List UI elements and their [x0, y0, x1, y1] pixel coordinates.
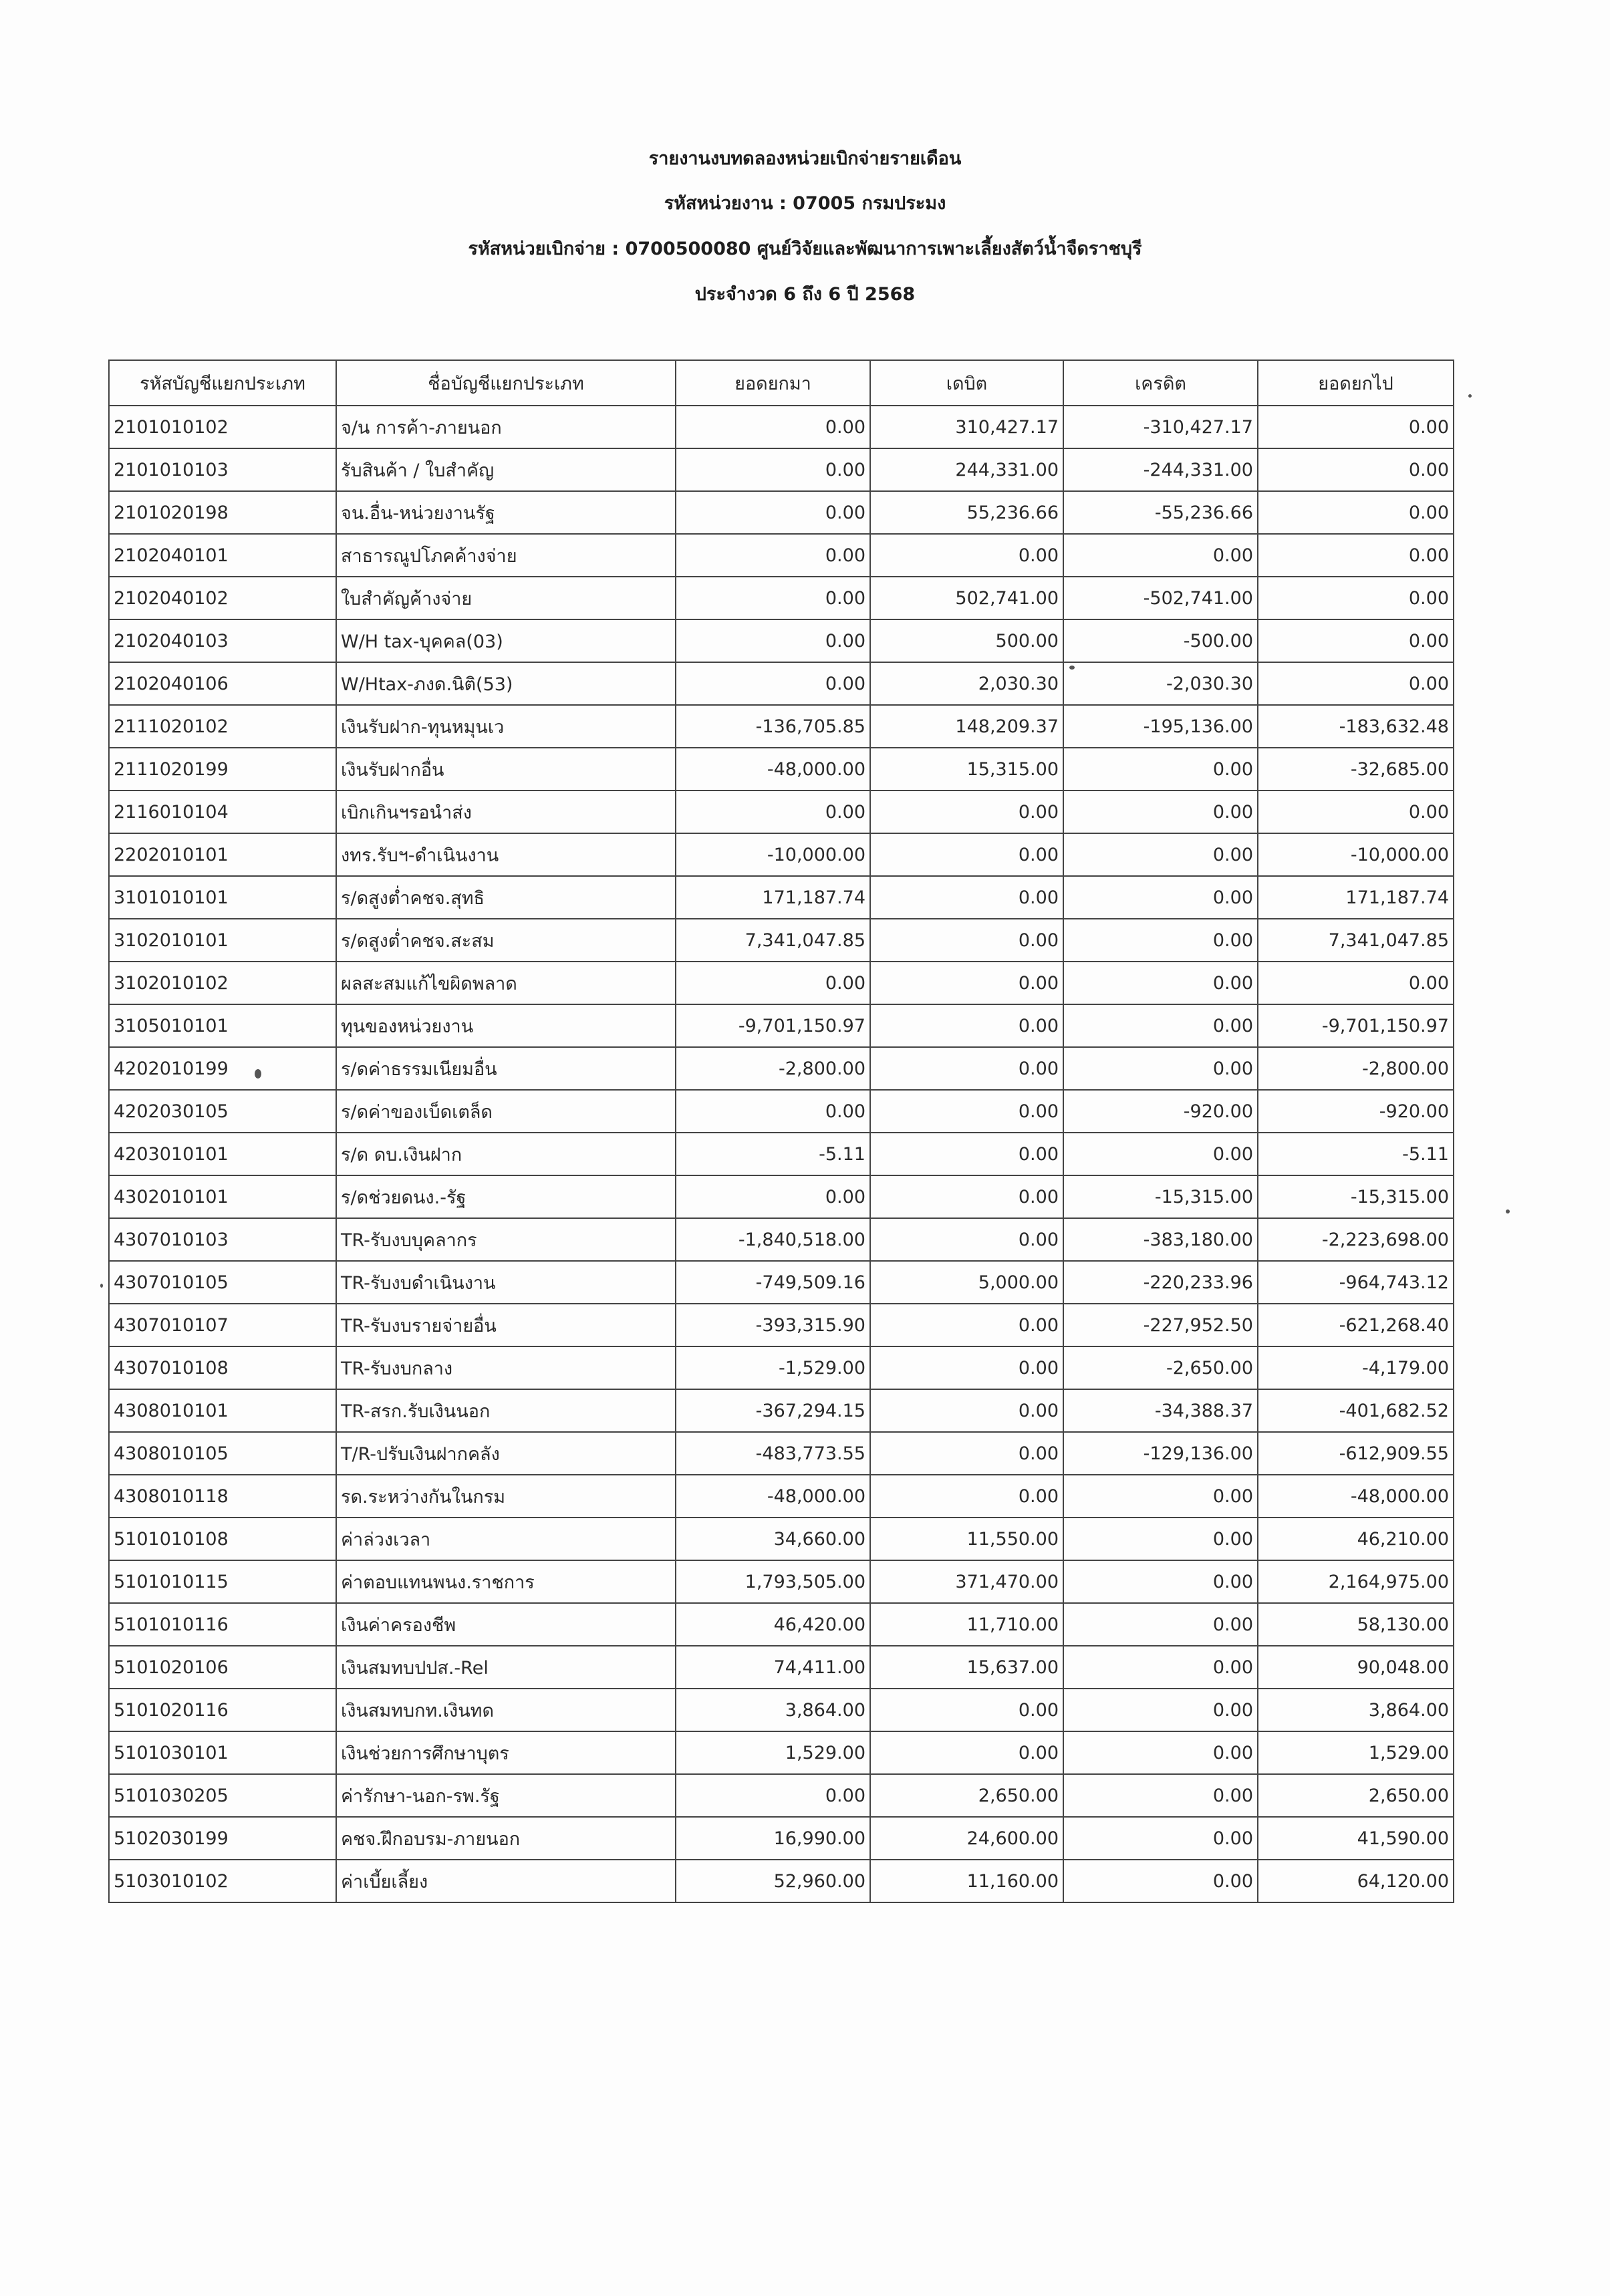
brought-forward-cell: 1,793,505.00: [676, 1560, 870, 1603]
carried-forward-cell: -15,315.00: [1258, 1175, 1454, 1218]
account-name-cell: จน.อื่น-หน่วยงานรัฐ: [336, 491, 676, 534]
account-code-cell: 5101010108: [109, 1518, 336, 1560]
account-name-cell: TR-รับงบกลาง: [336, 1346, 676, 1389]
brought-forward-cell: -367,294.15: [676, 1389, 870, 1432]
carried-forward-cell: -621,268.40: [1258, 1304, 1454, 1346]
table-row: [109, 1389, 1454, 1432]
debit-cell: 0.00: [870, 1004, 1063, 1047]
table-row: [109, 1646, 1454, 1689]
credit-cell: -502,741.00: [1063, 577, 1258, 619]
brought-forward-cell: -48,000.00: [676, 1475, 870, 1518]
account-name-cell: TR-สรก.รับเงินนอก: [336, 1389, 676, 1432]
credit-cell: 0.00: [1063, 876, 1258, 919]
table-row: [109, 619, 1454, 662]
account-name-cell: ใบสำคัญค้างจ่าย: [336, 577, 676, 619]
brought-forward-cell: -5.11: [676, 1133, 870, 1175]
credit-cell: 0.00: [1063, 1817, 1258, 1860]
credit-cell: -227,952.50: [1063, 1304, 1258, 1346]
carried-forward-cell: 2,650.00: [1258, 1774, 1454, 1817]
carried-forward-cell: 46,210.00: [1258, 1518, 1454, 1560]
table-row: [109, 876, 1454, 919]
carried-forward-cell: -612,909.55: [1258, 1432, 1454, 1475]
credit-cell: 0.00: [1063, 791, 1258, 833]
brought-forward-cell: 34,660.00: [676, 1518, 870, 1560]
table-row: [109, 1175, 1454, 1218]
debit-cell: 15,637.00: [870, 1646, 1063, 1689]
brought-forward-cell: -2,800.00: [676, 1047, 870, 1090]
debit-cell: 11,550.00: [870, 1518, 1063, 1560]
credit-cell: 0.00: [1063, 1689, 1258, 1731]
account-name-cell: เงินรับฝาก-ทุนหมุนเว: [336, 705, 676, 748]
account-code-cell: 5103010102: [109, 1860, 336, 1902]
header-debit: เดบิต: [870, 360, 1063, 406]
account-code-cell: 4307010107: [109, 1304, 336, 1346]
account-name-cell: เงินค่าครองชีพ: [336, 1603, 676, 1646]
table-row: [109, 1218, 1454, 1261]
account-code-cell: 5101020106: [109, 1646, 336, 1689]
account-name-cell: ร/ด ดบ.เงินฝาก: [336, 1133, 676, 1175]
disbursing-unit-line: รหัสหน่วยเบิกจ่าย : 0700500080 ศูนย์วิจัยและพัฒนาการเพาะเลี้ยงสัตว์น้ำจืดราชบุรี: [468, 239, 1142, 259]
carried-forward-cell: 1,529.00: [1258, 1731, 1454, 1774]
debit-cell: 0.00: [870, 962, 1063, 1004]
carried-forward-cell: 7,341,047.85: [1258, 919, 1454, 962]
header-carried-forward: ยอดยกไป: [1258, 360, 1454, 406]
debit-cell: 0.00: [870, 1133, 1063, 1175]
brought-forward-cell: 0.00: [676, 962, 870, 1004]
carried-forward-cell: 0.00: [1258, 448, 1454, 491]
credit-cell: 0.00: [1063, 1518, 1258, 1560]
header-brought-forward: ยอดยกมา: [676, 360, 870, 406]
account-name-cell: รับสินค้า / ใบสำคัญ: [336, 448, 676, 491]
carried-forward-cell: 2,164,975.00: [1258, 1560, 1454, 1603]
account-code-cell: 2101020198: [109, 491, 336, 534]
brought-forward-cell: 0.00: [676, 577, 870, 619]
brought-forward-cell: 0.00: [676, 1175, 870, 1218]
carried-forward-cell: 3,864.00: [1258, 1689, 1454, 1731]
scan-speck: [1506, 1209, 1510, 1213]
credit-cell: -244,331.00: [1063, 448, 1258, 491]
account-name-cell: ร/ดช่วยดนง.-รัฐ: [336, 1175, 676, 1218]
table-row: [109, 1090, 1454, 1133]
debit-cell: 0.00: [870, 1175, 1063, 1218]
account-name-cell: ค่าล่วงเวลา: [336, 1518, 676, 1560]
carried-forward-cell: 58,130.00: [1258, 1603, 1454, 1646]
account-code-cell: 5102030199: [109, 1817, 336, 1860]
debit-cell: 2,650.00: [870, 1774, 1063, 1817]
scan-speck: [1069, 666, 1075, 670]
table-row: [109, 1817, 1454, 1860]
account-code-cell: 2116010104: [109, 791, 336, 833]
table-row: [109, 1603, 1454, 1646]
credit-cell: -500.00: [1063, 619, 1258, 662]
account-name-cell: ค่าเบี้ยเลี้ยง: [336, 1860, 676, 1902]
brought-forward-cell: -10,000.00: [676, 833, 870, 876]
table-row: [109, 1560, 1454, 1603]
account-code-cell: 4203010101: [109, 1133, 336, 1175]
table-row: [109, 577, 1454, 619]
account-code-cell: 2101010102: [109, 406, 336, 448]
table-row: [109, 1432, 1454, 1475]
carried-forward-cell: 0.00: [1258, 577, 1454, 619]
account-name-cell: W/H tax-บุคคล(03): [336, 619, 676, 662]
report-title: รายงานงบทดลองหน่วยเบิกจ่ายรายเดือน: [648, 148, 962, 169]
account-code-cell: 4302010101: [109, 1175, 336, 1218]
account-name-cell: W/Htax-ภงด.นิติ(53): [336, 662, 676, 705]
account-name-cell: เงินรับฝากอื่น: [336, 748, 676, 791]
brought-forward-cell: 16,990.00: [676, 1817, 870, 1860]
carried-forward-cell: -964,743.12: [1258, 1261, 1454, 1304]
debit-cell: 0.00: [870, 791, 1063, 833]
carried-forward-cell: -9,701,150.97: [1258, 1004, 1454, 1047]
credit-cell: 0.00: [1063, 1004, 1258, 1047]
account-code-cell: 3102010102: [109, 962, 336, 1004]
brought-forward-cell: 0.00: [676, 1090, 870, 1133]
credit-cell: 0.00: [1063, 534, 1258, 577]
credit-cell: 0.00: [1063, 1646, 1258, 1689]
table-row: [109, 1774, 1454, 1817]
brought-forward-cell: -1,529.00: [676, 1346, 870, 1389]
scan-speck: [100, 1284, 103, 1288]
table-row: [109, 919, 1454, 962]
brought-forward-cell: 0.00: [676, 1774, 870, 1817]
debit-cell: 502,741.00: [870, 577, 1063, 619]
carried-forward-cell: -2,223,698.00: [1258, 1218, 1454, 1261]
account-code-cell: 2101010103: [109, 448, 336, 491]
account-name-cell: TR-รับงบบุคลากร: [336, 1218, 676, 1261]
account-name-cell: งทร.รับฯ-ดำเนินงาน: [336, 833, 676, 876]
debit-cell: 0.00: [870, 833, 1063, 876]
carried-forward-cell: -10,000.00: [1258, 833, 1454, 876]
carried-forward-cell: 0.00: [1258, 534, 1454, 577]
account-code-cell: 5101010115: [109, 1560, 336, 1603]
brought-forward-cell: -48,000.00: [676, 748, 870, 791]
table-row: [109, 1004, 1454, 1047]
table-row: [109, 1346, 1454, 1389]
table-row: [109, 491, 1454, 534]
account-name-cell: ร/ดค่าของเบ็ดเตล็ด: [336, 1090, 676, 1133]
account-code-cell: 2102040102: [109, 577, 336, 619]
credit-cell: 0.00: [1063, 1774, 1258, 1817]
carried-forward-cell: 171,187.74: [1258, 876, 1454, 919]
header-credit: เครดิต: [1063, 360, 1258, 406]
debit-cell: 0.00: [870, 1047, 1063, 1090]
account-name-cell: จ/น การค้า-ภายนอก: [336, 406, 676, 448]
account-code-cell: 4307010105: [109, 1261, 336, 1304]
account-name-cell: ร/ดค่าธรรมเนียมอื่น: [336, 1047, 676, 1090]
carried-forward-cell: -401,682.52: [1258, 1389, 1454, 1432]
table-row: [109, 1731, 1454, 1774]
brought-forward-cell: 0.00: [676, 534, 870, 577]
brought-forward-cell: -136,705.85: [676, 705, 870, 748]
brought-forward-cell: 0.00: [676, 791, 870, 833]
table-row: [109, 1689, 1454, 1731]
debit-cell: 11,160.00: [870, 1860, 1063, 1902]
table-row: [109, 748, 1454, 791]
table-row: [109, 534, 1454, 577]
account-name-cell: ทุนของหน่วยงาน: [336, 1004, 676, 1047]
period-line: ประจำงวด 6 ถึง 6 ปี 2568: [694, 284, 916, 305]
credit-cell: 0.00: [1063, 1047, 1258, 1090]
credit-cell: -2,030.30: [1063, 662, 1258, 705]
table-row: [109, 406, 1454, 448]
account-code-cell: 5101030205: [109, 1774, 336, 1817]
account-code-cell: 4308010118: [109, 1475, 336, 1518]
brought-forward-cell: 3,864.00: [676, 1689, 870, 1731]
debit-cell: 0.00: [870, 1689, 1063, 1731]
brought-forward-cell: -749,509.16: [676, 1261, 870, 1304]
debit-cell: 371,470.00: [870, 1560, 1063, 1603]
account-code-cell: 5101020116: [109, 1689, 336, 1731]
account-name-cell: รด.ระหว่างกันในกรม: [336, 1475, 676, 1518]
carried-forward-cell: -32,685.00: [1258, 748, 1454, 791]
header-account-name: ชื่อบัญชีแยกประเภท: [336, 360, 676, 406]
carried-forward-cell: 0.00: [1258, 619, 1454, 662]
table-row: [109, 1860, 1454, 1902]
debit-cell: 15,315.00: [870, 748, 1063, 791]
account-code-cell: 3102010101: [109, 919, 336, 962]
credit-cell: -920.00: [1063, 1090, 1258, 1133]
debit-cell: 0.00: [870, 1218, 1063, 1261]
account-name-cell: ผลสะสมแก้ไขผิดพลาด: [336, 962, 676, 1004]
credit-cell: -55,236.66: [1063, 491, 1258, 534]
account-name-cell: TR-รับงบดำเนินงาน: [336, 1261, 676, 1304]
debit-cell: 5,000.00: [870, 1261, 1063, 1304]
carried-forward-cell: 64,120.00: [1258, 1860, 1454, 1902]
table-row: [109, 448, 1454, 491]
credit-cell: 0.00: [1063, 748, 1258, 791]
brought-forward-cell: 52,960.00: [676, 1860, 870, 1902]
account-code-cell: 3105010101: [109, 1004, 336, 1047]
account-code-cell: 2102040103: [109, 619, 336, 662]
table-row: [109, 1133, 1454, 1175]
table-row: [109, 1304, 1454, 1346]
account-name-cell: ร/ดสูงต่ำคชจ.สะสม: [336, 919, 676, 962]
carried-forward-cell: 0.00: [1258, 791, 1454, 833]
brought-forward-cell: 0.00: [676, 491, 870, 534]
table-body: [109, 406, 1454, 1902]
trial-balance-table: [108, 360, 1454, 1903]
account-code-cell: 4307010108: [109, 1346, 336, 1389]
brought-forward-cell: 1,529.00: [676, 1731, 870, 1774]
debit-cell: 0.00: [870, 1346, 1063, 1389]
carried-forward-cell: -2,800.00: [1258, 1047, 1454, 1090]
account-name-cell: เบิกเกินฯรอนำส่ง: [336, 791, 676, 833]
carried-forward-cell: 0.00: [1258, 662, 1454, 705]
credit-cell: 0.00: [1063, 962, 1258, 1004]
credit-cell: -2,650.00: [1063, 1346, 1258, 1389]
account-name-cell: TR-รับงบรายจ่ายอื่น: [336, 1304, 676, 1346]
debit-cell: 310,427.17: [870, 406, 1063, 448]
debit-cell: 0.00: [870, 1432, 1063, 1475]
table-row: [109, 1261, 1454, 1304]
table-header-row: [109, 360, 1454, 406]
carried-forward-cell: -183,632.48: [1258, 705, 1454, 748]
brought-forward-cell: 0.00: [676, 448, 870, 491]
brought-forward-cell: -483,773.55: [676, 1432, 870, 1475]
carried-forward-cell: 0.00: [1258, 491, 1454, 534]
table-row: [109, 1047, 1454, 1090]
credit-cell: -310,427.17: [1063, 406, 1258, 448]
credit-cell: 0.00: [1063, 1475, 1258, 1518]
debit-cell: 24,600.00: [870, 1817, 1063, 1860]
table-row: [109, 791, 1454, 833]
debit-cell: 0.00: [870, 1304, 1063, 1346]
credit-cell: 0.00: [1063, 1603, 1258, 1646]
carried-forward-cell: 41,590.00: [1258, 1817, 1454, 1860]
debit-cell: 500.00: [870, 619, 1063, 662]
brought-forward-cell: -1,840,518.00: [676, 1218, 870, 1261]
debit-cell: 55,236.66: [870, 491, 1063, 534]
brought-forward-cell: 7,341,047.85: [676, 919, 870, 962]
account-code-cell: 4202010199: [109, 1047, 336, 1090]
brought-forward-cell: 0.00: [676, 406, 870, 448]
brought-forward-cell: 0.00: [676, 662, 870, 705]
account-code-cell: 2102040101: [109, 534, 336, 577]
credit-cell: -15,315.00: [1063, 1175, 1258, 1218]
carried-forward-cell: 0.00: [1258, 962, 1454, 1004]
debit-cell: 0.00: [870, 534, 1063, 577]
table-row: [109, 662, 1454, 705]
credit-cell: -220,233.96: [1063, 1261, 1258, 1304]
account-name-cell: ค่ารักษา-นอก-รพ.รัฐ: [336, 1774, 676, 1817]
scan-speck: [1468, 394, 1472, 398]
debit-cell: 148,209.37: [870, 705, 1063, 748]
credit-cell: 0.00: [1063, 1860, 1258, 1902]
debit-cell: 244,331.00: [870, 448, 1063, 491]
carried-forward-cell: -920.00: [1258, 1090, 1454, 1133]
credit-cell: -34,388.37: [1063, 1389, 1258, 1432]
carried-forward-cell: 90,048.00: [1258, 1646, 1454, 1689]
agency-line: รหัสหน่วยงาน : 07005 กรมประมง: [664, 193, 946, 214]
account-code-cell: 4308010105: [109, 1432, 336, 1475]
table-row: [109, 1518, 1454, 1560]
brought-forward-cell: -9,701,150.97: [676, 1004, 870, 1047]
header-account-code: รหัสบัญชีแยกประเภท: [109, 360, 336, 406]
brought-forward-cell: 46,420.00: [676, 1603, 870, 1646]
account-code-cell: 4202030105: [109, 1090, 336, 1133]
scan-speck: [255, 1069, 261, 1079]
debit-cell: 2,030.30: [870, 662, 1063, 705]
credit-cell: 0.00: [1063, 1560, 1258, 1603]
table-row: [109, 705, 1454, 748]
debit-cell: 0.00: [870, 919, 1063, 962]
credit-cell: 0.00: [1063, 1731, 1258, 1774]
debit-cell: 0.00: [870, 1731, 1063, 1774]
brought-forward-cell: -393,315.90: [676, 1304, 870, 1346]
account-name-cell: ร/ดสูงต่ำคชจ.สุทธิ: [336, 876, 676, 919]
credit-cell: -129,136.00: [1063, 1432, 1258, 1475]
debit-cell: 0.00: [870, 1389, 1063, 1432]
account-code-cell: 2111020102: [109, 705, 336, 748]
account-code-cell: 3101010101: [109, 876, 336, 919]
debit-cell: 0.00: [870, 1475, 1063, 1518]
credit-cell: 0.00: [1063, 833, 1258, 876]
carried-forward-cell: 0.00: [1258, 406, 1454, 448]
account-name-cell: T/R-ปรับเงินฝากคลัง: [336, 1432, 676, 1475]
account-name-cell: เงินสมทบกท.เงินทด: [336, 1689, 676, 1731]
brought-forward-cell: 0.00: [676, 619, 870, 662]
account-code-cell: 4308010101: [109, 1389, 336, 1432]
table-row: [109, 962, 1454, 1004]
account-code-cell: 2202010101: [109, 833, 336, 876]
debit-cell: 0.00: [870, 876, 1063, 919]
account-name-cell: เงินสมทบปปส.-Rel: [336, 1646, 676, 1689]
debit-cell: 11,710.00: [870, 1603, 1063, 1646]
account-code-cell: 4307010103: [109, 1218, 336, 1261]
account-name-cell: คชจ.ฝึกอบรม-ภายนอก: [336, 1817, 676, 1860]
brought-forward-cell: 171,187.74: [676, 876, 870, 919]
account-code-cell: 2111020199: [109, 748, 336, 791]
debit-cell: 0.00: [870, 1090, 1063, 1133]
account-name-cell: สาธารณูปโภคค้างจ่าย: [336, 534, 676, 577]
account-name-cell: เงินช่วยการศึกษาบุตร: [336, 1731, 676, 1774]
brought-forward-cell: 74,411.00: [676, 1646, 870, 1689]
table-row: [109, 833, 1454, 876]
credit-cell: 0.00: [1063, 1133, 1258, 1175]
account-code-cell: 5101030101: [109, 1731, 336, 1774]
credit-cell: -195,136.00: [1063, 705, 1258, 748]
credit-cell: -383,180.00: [1063, 1218, 1258, 1261]
credit-cell: 0.00: [1063, 919, 1258, 962]
carried-forward-cell: -5.11: [1258, 1133, 1454, 1175]
table-row: [109, 1475, 1454, 1518]
carried-forward-cell: -4,179.00: [1258, 1346, 1454, 1389]
carried-forward-cell: -48,000.00: [1258, 1475, 1454, 1518]
account-code-cell: 5101010116: [109, 1603, 336, 1646]
account-name-cell: ค่าตอบแทนพนง.ราชการ: [336, 1560, 676, 1603]
account-code-cell: 2102040106: [109, 662, 336, 705]
